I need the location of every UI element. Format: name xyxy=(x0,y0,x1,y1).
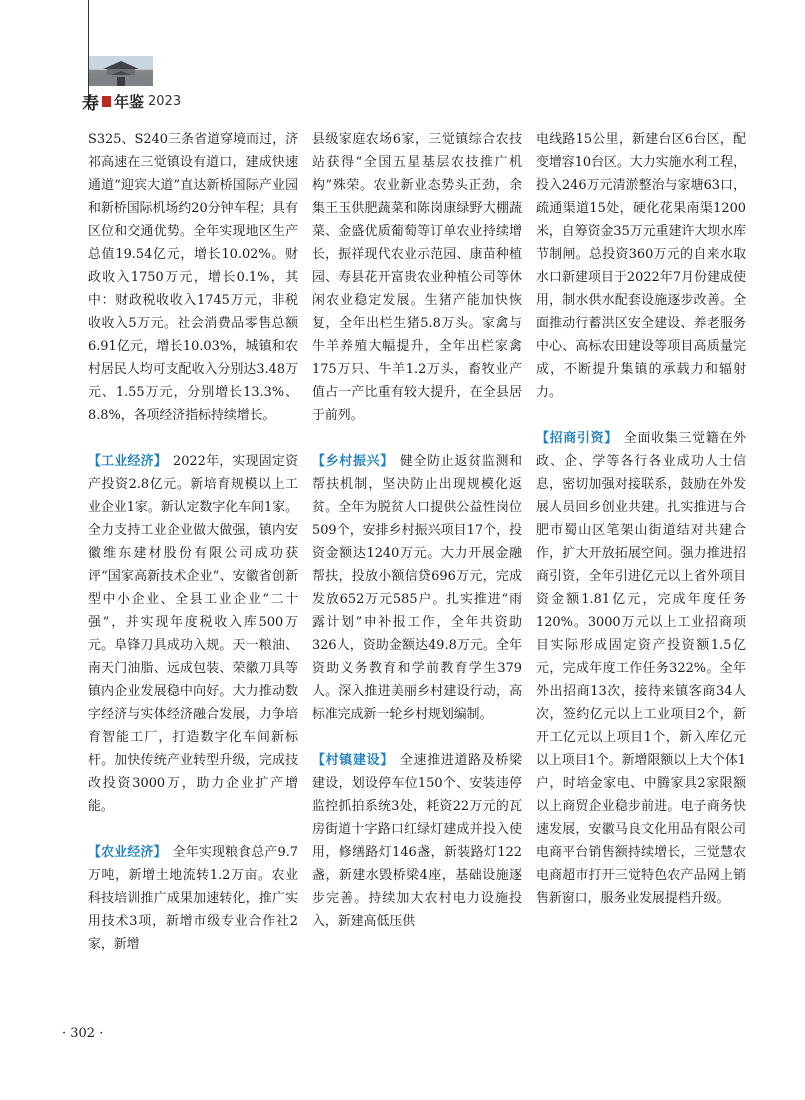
section-tag: 【工业经济】 xyxy=(88,454,168,469)
header-landmark-image xyxy=(89,56,153,86)
column-3 xyxy=(536,128,746,910)
title-shou: 寿 xyxy=(82,93,99,114)
red-seal-icon xyxy=(102,96,111,107)
yearbook-title xyxy=(82,90,181,112)
section-tag: 【乡村振兴】 xyxy=(312,454,394,469)
paragraph-c2-0: 县级家庭农场6家，三觉镇综合农技站获得“全国五星基层农技推广机构”殊荣。农业新业态势头正劲，余集王玉供肥蔬菜和陈岗康绿野大棚蔬菜、金盛优质葡萄等订单农业持续增长，振祥现代农业示范园、康苗种植园、寿县花开富贵农业种植公司等休闲农业稳定发展。生猪产能加快恢复，全年出栏生猪5.8万头。家禽与牛羊养殖大幅提升，全年出栏家禽175万只、牛羊1.2万头，畜牧业产值占一产比重有较大提升，在全县居于前列。 xyxy=(312,132,522,423)
paragraph-investment-attraction: 【招商引资】 全面收集三觉籍在外政、企、学等各行各业成功人士信息，密切加强对接联系，鼓励在外发展人员回乡创业共建。扎实推进与合肥市蜀山区笔架山街道结对共建合作，扩大开放拓展空间。强力推进招商引资，全年引进亿元以上省外项目资金额1.81亿元，完成年度任务120%。3000万元以上工业招商项目实际形成固定资产投资额1.5亿元，完成年度工作任务322%。全年外出招商13次，接待来镇客商34人次，签约亿元以上工业项目2个，新开工亿元以上项目1个，新入库亿元以上项目1个。新增限额以上大个体1户，时培金家电、中腾家具2家限额以上商贸企业稳步前进。电子商务快速发展，安徽马良文化用品有限公司电商平台销售额持续增长，三觉慧农电商超市打开三觉特色农产品网上销售新窗口，服务业发展提档升级。 xyxy=(536,431,747,906)
paragraph-agricultural-economy: 【农业经济】 全年实现粮食总产9.7万吨，新增土地流转1.2万亩。农业科技培训推广成果加速转化，推广实用技术3项，新增市级专业合作社2家，新增 xyxy=(88,845,298,952)
section-tag: 【农业经济】 xyxy=(88,845,167,860)
paragraph-c1-0: S325、S240三条省道穿境而过，济祁高速在三觉镇设有道口，建成快速通道“迎宾大道”直达新桥国际产业园和新桥国际机场约20分钟车程；具有区位和交通优势。全年实现地区生产总值19.54亿元，增长10.02%。财政收入1750万元，增长0.1%，其中：财政税收收入1745万元，非税收收入5万元。社会消费品零售总额6.91亿元，增长10.03%，城镇和农村居民人均可支配收入分别达3.48万元、1.55万元，分别增长13.3%、8.8%，各项经济指标持续增长。 xyxy=(88,132,298,423)
paragraph-c3-0: 电线路15公里，新建台区6台区，配变增容10台区。大力实施水利工程，投入246万元清淤整治与家塘63口，疏通渠道15处，硬化花果南渠1200米，自筹资金35万元重建许大坝水库节制闸。总投资360万元的自来水取水口新建项目于2022年7月份建成使用，制水供水配套设施逐步改善。全面推动行蓄洪区安全建设、养老服务中心、高标农田建设等项目高质量完成，不断提升集镇的承载力和辐射力。 xyxy=(536,132,746,400)
paragraph-rural-revitalization: 【乡村振兴】 健全防止返贫监测和帮扶机制，坚决防止出现规模化返贫。全年为脱贫人口提供公益性岗位509个，安排乡村振兴项目17个，投资金额达1240万元。大力开展金融帮扶，投放小额信贷696万元，完成发放652万元585户。扎实推进“雨露计划”申补报工作，全年共资助326人，资助金额达49.8万元。全年资助义务教育和学前教育学生379人。深入推进美丽乡村建设行动，高标准完成新一轮乡村规划编制。 xyxy=(312,454,523,722)
paragraph-town-construction: 【村镇建设】 全速推进道路及桥梁建设，划设停车位150个、安装违停监控抓拍系统3处，耗资22万元的瓦房街道十字路口红绿灯建成并投入使用，修缮路灯146盏，新装路灯122盏，新建水毁桥梁4座，基础设施逐步完善。持续加大农村电力设施投入，新建高低压供 xyxy=(312,753,523,929)
column-1 xyxy=(88,128,298,956)
section-tag: 【村镇建设】 xyxy=(312,753,394,768)
title-year: 2023 xyxy=(148,93,182,109)
section-tag: 【招商引资】 xyxy=(536,431,618,446)
page-number: · 302 · xyxy=(62,1026,104,1041)
title-nianjian: 年鉴 xyxy=(114,92,145,111)
paragraph-industrial-economy: 【工业经济】 2022年，实现固定资产投资2.8亿元。新培育规模以上工业企业1家。新认定数字化车间1家。全力支持工业企业做大做强，镇内安徽维东建材股份有限公司成功获评“国家高新技术企业”、安徽省创新型中小企业、全县工业企业“二十强”，并实现年度税收入库500万元。阜锋刀具成功入规。天一粮油、南天门油脂、远成包装、荣徽刀具等镇内企业发展稳中向好。大力推动数字经济与实体经济融合发展，力争培育智能工厂，打造数字化车间新标杆。加快传统产业转型升级，完成技改投资3000万，助力企业扩产增能。 xyxy=(88,454,298,814)
column-2 xyxy=(312,128,522,933)
